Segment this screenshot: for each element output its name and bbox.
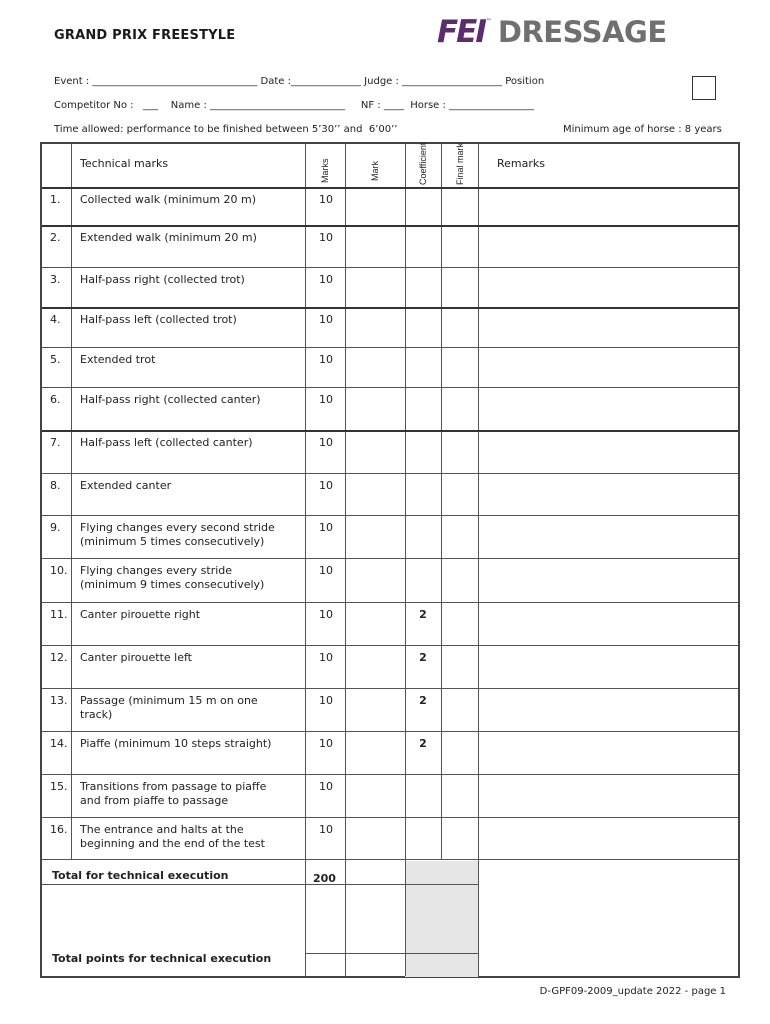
row-movement-text: Canter pirouette right — [80, 608, 201, 621]
row-separator — [42, 387, 738, 388]
row-number: 4. — [50, 313, 61, 326]
row-number: 16. — [50, 823, 68, 836]
row-movement-text: Collected walk (minimum 20 m) — [80, 193, 257, 206]
header-technical-marks: Technical marks — [80, 157, 169, 170]
header-marks: Marks — [320, 158, 330, 183]
row-number: 13. — [50, 694, 68, 707]
row-movement-text: Flying changes every second stride — [80, 521, 275, 534]
logo-fei-text: FEI — [437, 14, 485, 50]
header-final-mark: Final mark — [455, 142, 465, 185]
row-movement-text-line2: (minimum 5 times consecutively) — [80, 535, 265, 548]
row-movement-text: Half-pass left (collected trot) — [80, 313, 237, 326]
minimum-age: Minimum age of horse : 8 years — [563, 124, 722, 135]
row-separator — [42, 774, 738, 775]
header-coefficient: Coefficient — [418, 142, 428, 185]
row-max-marks: 10 — [319, 737, 333, 750]
col-divider-marks — [305, 144, 306, 976]
row-number: 2. — [50, 231, 61, 244]
row-coefficient: 2 — [419, 651, 427, 664]
col-divider-coef — [405, 144, 406, 976]
col-divider-final — [441, 144, 442, 860]
logo-trademark: ™ — [485, 18, 492, 25]
row-max-marks: 10 — [319, 231, 333, 244]
page-title: GRAND PRIX FREESTYLE — [54, 28, 236, 43]
row-number: 11. — [50, 608, 68, 621]
row-movement-text: Piaffe (minimum 10 steps straight) — [80, 737, 272, 750]
total-points-line — [305, 953, 478, 954]
row-max-marks: 10 — [319, 353, 333, 366]
header-mark: Mark — [370, 161, 380, 181]
row-coefficient: 2 — [419, 694, 427, 707]
row-number: 7. — [50, 436, 61, 449]
competitor-info-line: Competitor No : ___ Name : ___________________________ NF : ____ Horse : _________________ — [54, 100, 535, 111]
row-number: 1. — [50, 193, 61, 206]
row-max-marks: 10 — [319, 823, 333, 836]
row-coefficient: 2 — [419, 737, 427, 750]
row-movement-text-line2: and from piaffe to passage — [80, 794, 229, 807]
row-separator — [42, 225, 738, 227]
col-divider-no — [71, 144, 72, 860]
row-number: 3. — [50, 273, 61, 286]
row-separator — [42, 267, 738, 268]
row-number: 15. — [50, 780, 68, 793]
row-number: 14. — [50, 737, 68, 750]
time-allowed: Time allowed: performance to be finished between 5’30’’ and 6’00’’ — [54, 124, 398, 135]
header-remarks: Remarks — [497, 157, 545, 170]
row-max-marks: 10 — [319, 393, 333, 406]
row-separator — [42, 731, 738, 732]
row-separator — [42, 430, 738, 432]
row-movement-text: Half-pass right (collected canter) — [80, 393, 261, 406]
row-separator — [42, 515, 738, 516]
row-number: 6. — [50, 393, 61, 406]
total-row-line — [42, 884, 478, 885]
row-movement-text: Extended canter — [80, 479, 172, 492]
row-max-marks: 10 — [319, 780, 333, 793]
position-box[interactable] — [692, 76, 716, 100]
row-separator — [42, 859, 738, 860]
row-movement-text: Half-pass left (collected canter) — [80, 436, 253, 449]
row-movement-text: The entrance and halts at the — [80, 823, 244, 836]
row-movement-text: Canter pirouette left — [80, 651, 192, 664]
row-max-marks: 10 — [319, 651, 333, 664]
row-movement-text: Extended walk (minimum 20 m) — [80, 231, 257, 244]
row-number: 9. — [50, 521, 61, 534]
row-max-marks: 10 — [319, 313, 333, 326]
row-max-marks: 10 — [319, 521, 333, 534]
row-number: 5. — [50, 353, 61, 366]
row-movement-text: Extended trot — [80, 353, 156, 366]
row-coefficient: 2 — [419, 608, 427, 621]
row-max-marks: 10 — [319, 479, 333, 492]
row-movement-text-line2: (minimum 9 times consecutively) — [80, 578, 265, 591]
row-separator — [42, 688, 738, 689]
event-info-line: Event : _________________________________ Date :______________ Judge : ____________________ Position — [54, 76, 545, 87]
row-max-marks: 10 — [319, 193, 333, 206]
row-number: 12. — [50, 651, 68, 664]
row-separator — [42, 645, 738, 646]
total-technical-label: Total for technical execution — [52, 869, 229, 882]
total-points-label: Total points for technical execution — [52, 952, 272, 965]
page-reference: D-GPF09-2009_update 2022 - page 1 — [539, 986, 726, 997]
row-movement-text: Transitions from passage to piaffe — [80, 780, 267, 793]
col-divider-mark — [345, 144, 346, 976]
row-number: 10. — [50, 564, 68, 577]
fei-dressage-logo — [437, 14, 667, 50]
row-separator — [42, 347, 738, 348]
col-divider-remarks — [478, 144, 479, 976]
row-max-marks: 10 — [319, 436, 333, 449]
total-technical-value: 200 — [313, 872, 336, 885]
header-bottom-line — [42, 187, 738, 189]
row-max-marks: 10 — [319, 564, 333, 577]
row-movement-text: Flying changes every stride — [80, 564, 233, 577]
row-separator — [42, 558, 738, 559]
row-max-marks: 10 — [319, 694, 333, 707]
shaded-total-cell — [405, 861, 478, 977]
row-number: 8. — [50, 479, 61, 492]
row-separator — [42, 307, 738, 309]
row-separator — [42, 602, 738, 603]
row-separator — [42, 473, 738, 474]
row-max-marks: 10 — [319, 273, 333, 286]
row-movement-text: Half-pass right (collected trot) — [80, 273, 245, 286]
row-movement-text-line2: track) — [80, 708, 113, 721]
row-max-marks: 10 — [319, 608, 333, 621]
row-movement-text-line2: beginning and the end of the test — [80, 837, 265, 850]
logo-dressage-text: DRESSAGE — [497, 15, 667, 49]
row-movement-text: Passage (minimum 15 m on one — [80, 694, 258, 707]
row-separator — [42, 817, 738, 818]
